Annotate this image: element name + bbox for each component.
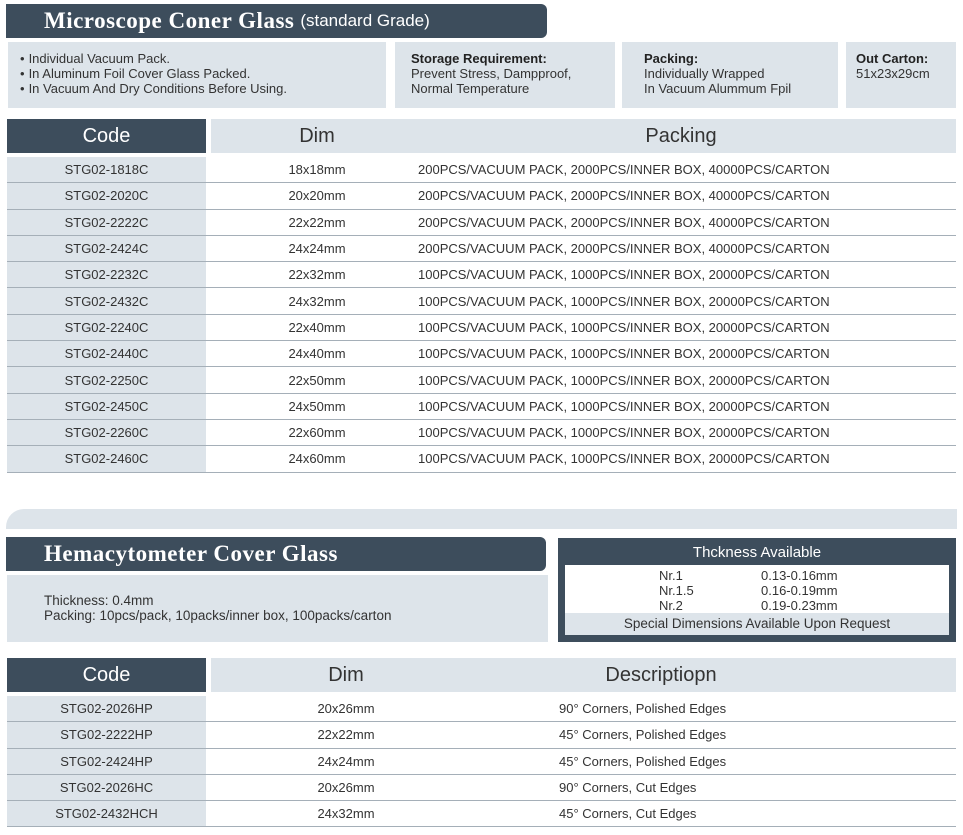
thickness-value: 0.16-0.19mm: [761, 583, 838, 598]
table-row: [7, 722, 956, 748]
thickness-nr: Nr.2: [659, 598, 683, 613]
header-dim: Dim: [299, 124, 335, 147]
table-header: [7, 119, 956, 153]
cell-code: STG02-2460C: [7, 446, 206, 471]
table-row: [7, 367, 956, 393]
feature-item: • In Aluminum Foil Cover Glass Packed.: [20, 66, 386, 81]
cell-code: STG02-1818C: [7, 157, 206, 182]
packing-line: In Vacuum Alummum Fpil: [644, 81, 792, 96]
header-description: Descriptiopn: [605, 663, 717, 686]
thickness-row: [565, 583, 949, 598]
table-row: [7, 446, 956, 472]
cell-packing: 200PCS/VACUUM PACK, 2000PCS/INNER BOX, 40000PCS/CARTON: [418, 162, 830, 178]
thickness-available-title: Thckness Available: [692, 544, 822, 561]
cell-dim: 24x24mm: [288, 241, 346, 257]
header-code: Code: [7, 658, 206, 692]
cell-description: 45° Corners, Polished Edges: [559, 753, 727, 769]
thickness-nr: Nr.1.5: [659, 583, 694, 598]
cell-dim: 22x50mm: [288, 372, 346, 388]
cell-dim: 22x22mm: [288, 214, 346, 230]
storage-line: Prevent Stress, Dampproof,: [411, 66, 572, 81]
cell-code: STG02-2026HP: [7, 696, 206, 721]
table-row: [7, 696, 956, 722]
thickness-row: [565, 568, 949, 583]
table-body: [7, 157, 956, 473]
cell-dim: 22x60mm: [288, 425, 346, 441]
cell-code: STG02-2250C: [7, 367, 206, 392]
cell-dim: 24x32mm: [288, 293, 346, 309]
hemacytometer-table: [7, 658, 956, 827]
table-row: [7, 157, 956, 183]
table-row: [7, 315, 956, 341]
cell-code: STG02-2424C: [7, 236, 206, 261]
cell-packing: 100PCS/VACUUM PACK, 1000PCS/INNER BOX, 20000PCS/CARTON: [418, 346, 830, 362]
header-dim: Dim: [328, 663, 364, 686]
cell-code: STG02-2020C: [7, 183, 206, 208]
feature-item: • In Vacuum And Dry Conditions Before Using.: [20, 81, 386, 96]
cell-dim: 20x26mm: [317, 701, 375, 717]
header-packing: Packing: [645, 124, 717, 147]
cell-description: 45° Corners, Cut Edges: [559, 806, 697, 822]
cell-description: 45° Corners, Polished Edges: [559, 727, 727, 743]
thickness-value: 0.13-0.16mm: [761, 568, 838, 583]
cell-code: STG02-2222C: [7, 210, 206, 235]
cell-dim: 24x60mm: [288, 451, 346, 467]
cell-description: 90° Corners, Polished Edges: [559, 701, 727, 717]
cell-code: STG02-2450C: [7, 394, 206, 419]
cell-packing: 200PCS/VACUUM PACK, 2000PCS/INNER BOX, 40000PCS/CARTON: [418, 188, 830, 204]
cell-dim: 20x20mm: [288, 188, 346, 204]
thickness-available-list: [565, 565, 949, 635]
thickness-value: 0.19-0.23mm: [761, 598, 838, 613]
cell-packing: 200PCS/VACUUM PACK, 2000PCS/INNER BOX, 40000PCS/CARTON: [418, 214, 830, 230]
cell-packing: 200PCS/VACUUM PACK, 2000PCS/INNER BOX, 40000PCS/CARTON: [418, 241, 830, 257]
cover-glass-table: [7, 119, 956, 473]
table-row: [7, 775, 956, 801]
carton-heading: Out Carton:: [856, 51, 929, 66]
packing-box: [622, 42, 838, 108]
carton-box: [846, 42, 956, 108]
cell-code: STG02-2432HCH: [7, 801, 206, 826]
table-row: [7, 288, 956, 314]
thickness-row: [565, 598, 949, 613]
header-rest: [211, 119, 956, 153]
features-box: [8, 42, 386, 108]
storage-box: [395, 42, 615, 108]
special-dimensions-note: Special Dimensions Available Upon Request: [565, 613, 949, 635]
cell-dim: 18x18mm: [288, 162, 346, 178]
table-body: [7, 696, 956, 827]
table-row: [7, 262, 956, 288]
table-row: [7, 801, 956, 827]
cell-dim: 24x40mm: [288, 346, 346, 362]
packing-line: Individually Wrapped: [644, 66, 765, 81]
header-code: Code: [7, 119, 206, 153]
section2-title: Hemacytometer Cover Glass: [44, 541, 338, 566]
cell-code: STG02-2440C: [7, 341, 206, 366]
header-rest: [211, 658, 956, 692]
cell-packing: 100PCS/VACUUM PACK, 1000PCS/INNER BOX, 20000PCS/CARTON: [418, 425, 830, 441]
section1-title-bar: [6, 4, 547, 38]
packing-line: Packing: 10pcs/pack, 10packs/inner box, 100packs/carton: [44, 608, 392, 623]
table-row: [7, 749, 956, 775]
table-row: [7, 183, 956, 209]
cell-code: STG02-2026HC: [7, 775, 206, 800]
features-list: [20, 51, 386, 96]
cell-description: 90° Corners, Cut Edges: [559, 780, 697, 796]
carton-value: 51x23x29cm: [856, 66, 930, 81]
thickness-available-box: [558, 538, 956, 642]
storage-line: Normal Temperature: [411, 81, 530, 96]
cell-code: STG02-2424HP: [7, 749, 206, 774]
cell-packing: 100PCS/VACUUM PACK, 1000PCS/INNER BOX, 20000PCS/CARTON: [418, 398, 830, 414]
table-row: [7, 420, 956, 446]
cell-dim: 24x50mm: [288, 398, 346, 414]
section1-title: Microscope Coner Glass: [44, 8, 295, 33]
storage-heading: Storage Requirement:: [411, 51, 547, 66]
table-header: [7, 658, 956, 692]
cell-packing: 100PCS/VACUUM PACK, 1000PCS/INNER BOX, 20000PCS/CARTON: [418, 293, 830, 309]
cell-packing: 100PCS/VACUUM PACK, 1000PCS/INNER BOX, 20000PCS/CARTON: [418, 451, 830, 467]
thickness-line: Thickness: 0.4mm: [44, 593, 154, 608]
section2-title-bar: [6, 537, 546, 571]
cell-dim: 22x40mm: [288, 319, 346, 335]
thickness-nr: Nr.1: [659, 568, 683, 583]
table-row: [7, 236, 956, 262]
section-divider: [6, 509, 957, 529]
table-row: [7, 210, 956, 236]
cell-code: STG02-2260C: [7, 420, 206, 445]
cell-dim: 22x32mm: [288, 267, 346, 283]
cell-dim: 24x24mm: [317, 753, 375, 769]
cell-dim: 22x22mm: [317, 727, 375, 743]
cell-code: STG02-2240C: [7, 315, 206, 340]
cell-code: STG02-2222HP: [7, 722, 206, 747]
feature-item: • Individual Vacuum Pack.: [20, 51, 386, 66]
cell-packing: 100PCS/VACUUM PACK, 1000PCS/INNER BOX, 20000PCS/CARTON: [418, 267, 830, 283]
packing-heading: Packing:: [644, 51, 699, 66]
cell-packing: 100PCS/VACUUM PACK, 1000PCS/INNER BOX, 20000PCS/CARTON: [418, 372, 830, 388]
table-row: [7, 394, 956, 420]
hemacytometer-info-box: [7, 575, 548, 642]
cell-dim: 20x26mm: [317, 780, 375, 796]
cell-code: STG02-2232C: [7, 262, 206, 287]
cell-code: STG02-2432C: [7, 288, 206, 313]
cell-dim: 24x32mm: [317, 806, 375, 822]
table-row: [7, 341, 956, 367]
cell-packing: 100PCS/VACUUM PACK, 1000PCS/INNER BOX, 20000PCS/CARTON: [418, 319, 830, 335]
section1-subtitle: (standard Grade): [300, 11, 430, 30]
